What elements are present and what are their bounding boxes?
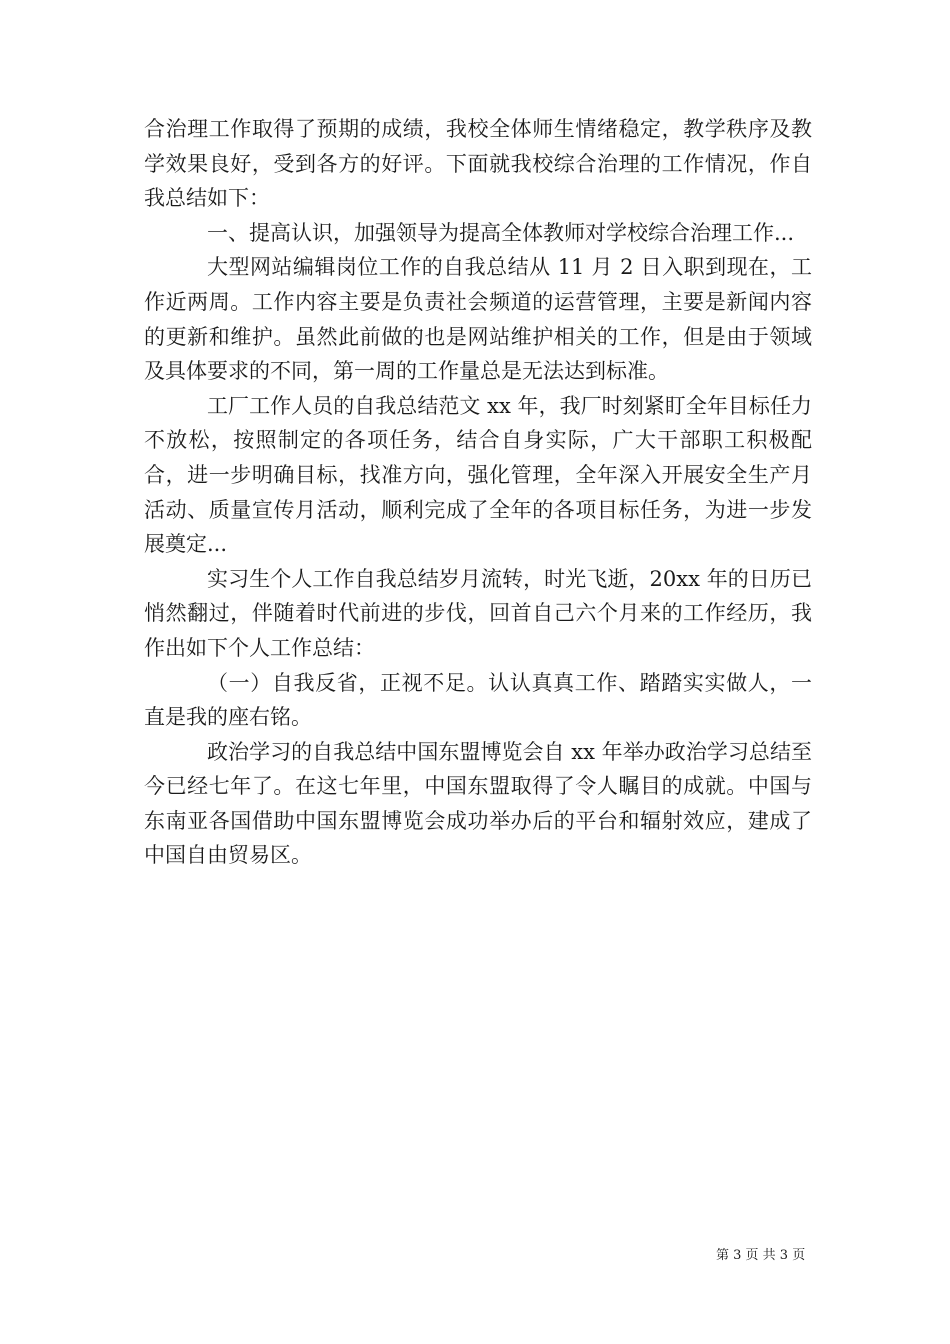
paragraph-political-study-summary: 政治学习的自我总结中国东盟博览会自 xx 年举办政治学习总结至今已经七年了。在这七年里，中国东盟取得了令人瞩目的成就。中国与东南亚各国借助中国东盟博览会成功举办后的平台和辐射效应，建成了中国自由贸易区。 [144, 739, 812, 868]
page-number-footer: 第 3 页 共 3 页 [716, 1248, 806, 1263]
paragraph-section-heading: 一、提高认识，加强领导为提高全体教师对学校综合治理工作... [207, 220, 795, 245]
paragraph-self-reflection: （一）自我反省，正视不足。认认真真工作、踏踏实实做人，一直是我的座右铭。 [144, 670, 812, 730]
document-body [144, 112, 812, 873]
paragraph-factory-summary: 工厂工作人员的自我总结范文 xx 年，我厂时刻紧盯全年目标任力不放松，按照制定的各项任务，结合自身实际，广大干部职工积极配合，进一步明确目标，找准方向，强化管理，全年深入开展安全生产月活动、质量宣传月活动，顺利完成了全年的各项目标任务，为进一步发展奠定... [144, 393, 812, 557]
paragraph-intern-summary: 实习生个人工作自我总结岁月流转，时光飞逝，20xx 年的日历已悄然翻过，伴随着时代前进的步伐，回首自己六个月来的工作经历，我作出如下个人工作总结： [144, 566, 812, 660]
paragraph-website-editor-summary: 大型网站编辑岗位工作的自我总结从 11 月 2 日入职到现在，工作近两周。工作内容主要是负责社会频道的运营管理，主要是新闻内容的更新和维护。虽然此前做的也是网站维护相关的工作，但是由于领域及具体要求的不同，第一周的工作量总是无法达到标准。 [144, 255, 812, 384]
paragraph-continuation: 合治理工作取得了预期的成绩，我校全体师生情绪稳定，教学秩序及教学效果良好，受到各方的好评。下面就我校综合治理的工作情况，作自我总结如下： [144, 117, 812, 211]
